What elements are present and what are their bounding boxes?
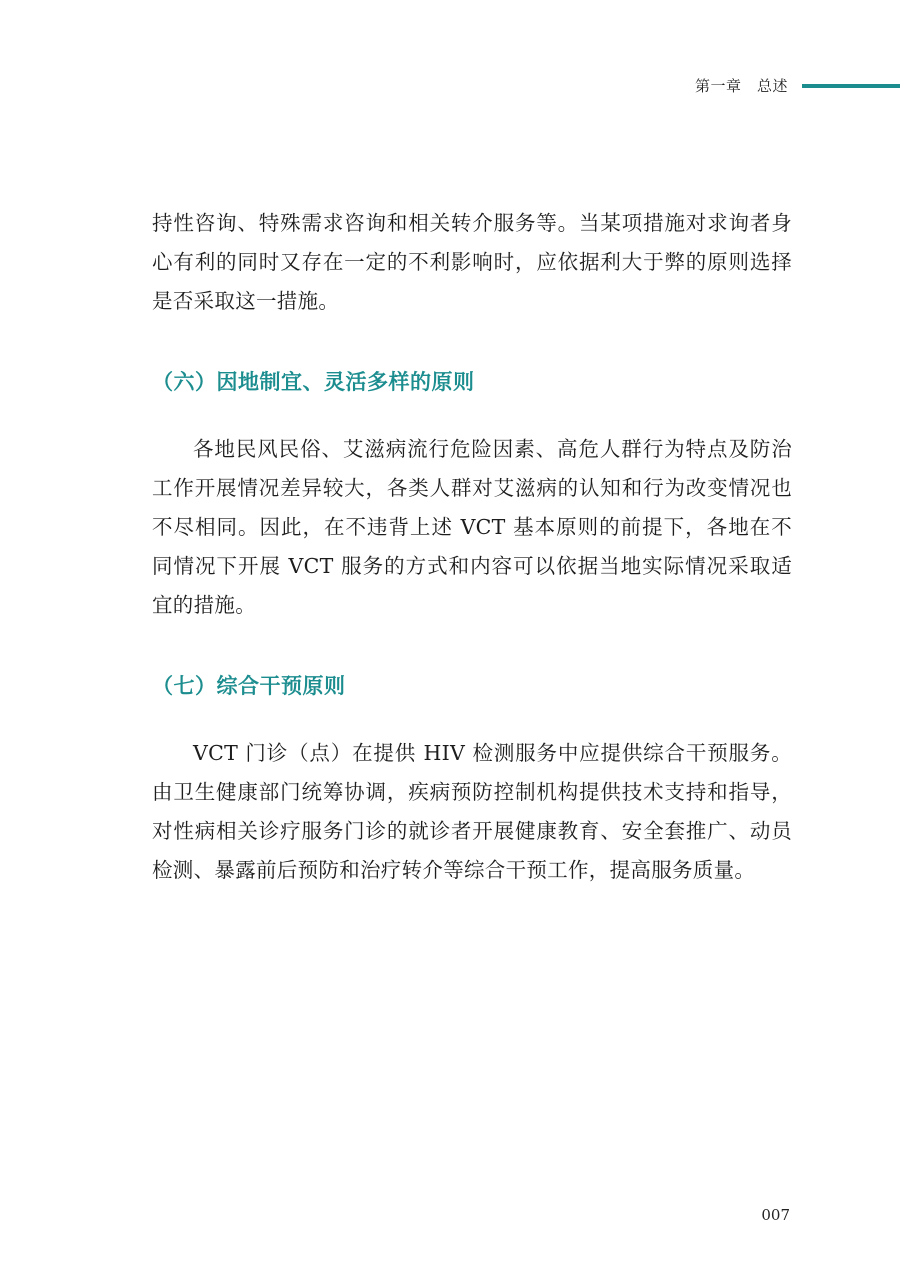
- page-number: 007: [761, 1206, 790, 1224]
- intro-paragraph: 持性咨询、特殊需求咨询和相关转介服务等。当某项措施对求询者身心有利的同时又存在一定的不利影响时，应依据利大于弊的原则选择是否采取这一措施。: [152, 211, 792, 313]
- running-header: [0, 73, 900, 99]
- section-7-paragraph: VCT 门诊（点）在提供 HIV 检测服务中应提供综合干预服务。由卫生健康部门统筹协调，疾病预防控制机构提供技术支持和指导，对性病相关诊疗服务门诊的就诊者开展健康教育、安全套推广、动员检测、暴露前后预防和治疗转介等综合干预工作，提高服务质量。: [152, 741, 792, 882]
- page-content: [152, 204, 792, 890]
- section-6-title: （六）因地制宜、灵活多样的原则: [152, 370, 475, 394]
- chapter-title: 第一章 总述: [694, 77, 788, 95]
- header-accent-bar: [802, 84, 900, 88]
- section-7-title: （七）综合干预原则: [152, 674, 346, 698]
- section-6-paragraph: 各地民风民俗、艾滋病流行危险因素、高危人群行为特点及防治工作开展情况差异较大，各类人群对艾滋病的认知和行为改变情况也不尽相同。因此，在不违背上述 VCT 基本原则的前提下，各地在不同情况下开展 VCT 服务的方式和内容可以依据当地实际情况采取适宜的措施。: [152, 437, 792, 617]
